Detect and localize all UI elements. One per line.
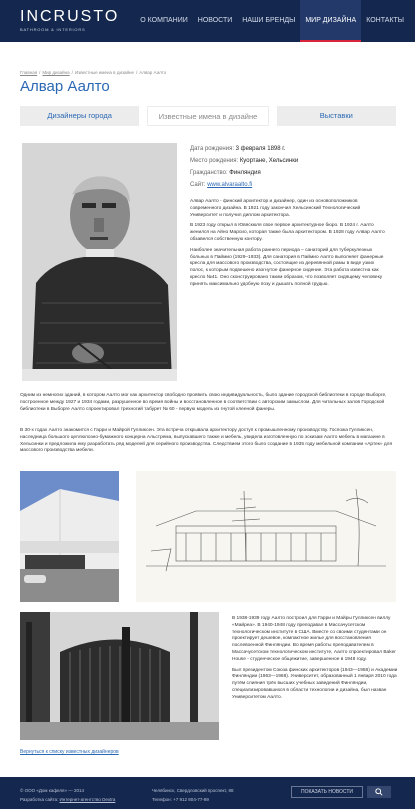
nav-item-contacts[interactable]: КОНТАКТЫ bbox=[366, 17, 404, 24]
show-news-button[interactable]: ПОКАЗАТЬ НОВОСТИ bbox=[291, 786, 363, 798]
logo[interactable] bbox=[20, 8, 119, 32]
citizenship-label: Гражданство: bbox=[190, 170, 228, 176]
citizenship-value: Финляндия bbox=[229, 170, 261, 176]
building-photo bbox=[20, 471, 119, 602]
tab-famous-names[interactable]: Известные имена в дизайне bbox=[147, 106, 268, 126]
bio-right-text bbox=[190, 199, 385, 293]
footer-developer bbox=[20, 795, 115, 804]
info-birth-place bbox=[190, 155, 298, 167]
bio-paragraph-artek: В 30-х годах Аалто знакомится с Гарри и Майрой Гулликсен. Эта встреча открывала архитектору доступ к промышленному производству. Госпожа Гулликсен, наследница большого целлюлозно-бумажного концерна Альстрема, выпускавшего также и мебель, увидела изготовленную по эскизам Аалто мебель в магазине в Хельсинки и предложила ему разработать ряд моделей для серийного производства. Следствием этого было создание в 1935 году мебельной компании «Артек» для массового производства мебели. bbox=[20, 428, 393, 454]
sketch-drawing bbox=[136, 471, 396, 602]
footer-copyright: © ООО «Дом кафеля» — 2014 bbox=[20, 788, 84, 793]
nav-item-brands[interactable]: НАШИ БРЕНДЫ bbox=[242, 17, 296, 24]
search-button[interactable] bbox=[367, 786, 391, 798]
page-title: Алвар Аалто bbox=[20, 78, 110, 95]
developer-label: Разработка сайта: bbox=[20, 797, 59, 802]
bio-paragraph: Алвар Аалто - финский архитектор и дизайнер, один из основоположников современного дизайна. В 1921 году закончил Хельсинский Технологический Университет и получил диплом архитектора. bbox=[190, 199, 361, 218]
tab-exhibitions[interactable]: Выставки bbox=[277, 106, 396, 126]
nav-item-company[interactable]: О КОМПАНИИ bbox=[140, 17, 188, 24]
birth-date-value: 3 февраля 1898 г. bbox=[235, 146, 286, 152]
info-birth-date bbox=[190, 143, 298, 155]
breadcrumb bbox=[20, 70, 166, 75]
breadcrumb-home[interactable]: Главная bbox=[20, 70, 38, 75]
info-citizenship bbox=[190, 167, 298, 179]
breadcrumb-famous-names[interactable]: Известные имена в дизайне bbox=[74, 70, 135, 75]
birth-date-label: Дата рождения: bbox=[190, 146, 234, 152]
birth-place-value: Куортане, Хельсинки bbox=[239, 158, 299, 164]
footer-address: Челябинск, Свердловский проспект, 88 bbox=[152, 788, 234, 793]
portrait-photo bbox=[22, 143, 177, 381]
footer-contacts bbox=[152, 786, 234, 804]
bio-paragraph: Наиболее значительная работа раннего периода – санаторий для туберкулезных больных в Паймио (1929–1933). Для санатория в Паймио Аалто выполняет фанерные кресла для массового производства, состоящие из деревянной рамы в виде узких полос, к которым подвешено изогнутое фанерное сидение. Эта работа известна как кресло №41. Оно сконструировано таким образом, что позволяет сидящему человеку принять максимально удобную позу и дышать полной грудью. bbox=[190, 247, 384, 287]
site-footer bbox=[0, 777, 415, 809]
footer-copyright-block bbox=[20, 786, 115, 804]
site-header bbox=[0, 0, 415, 42]
bio-paragraph: В 1938-1939 году Аалто построил для Гарри и Майры Гулликсен виллу «Майреа». В 1940-1948 году преподавал в Массачусетском технологическом институте в США. Вместе со своими студентами он проектирует дешевое, компактное жилье для восстановления послевоенной Финляндии. Во время работы преподавателем в Массачусетском технологическом институте, Аалто спроектировал Baker House - студенческое общежитие, завершенное в 1948 году. bbox=[232, 616, 396, 662]
tab-city-designers[interactable]: Дизайнеры города bbox=[20, 106, 139, 126]
birth-place-label: Место рождения: bbox=[190, 158, 239, 164]
breadcrumb-separator: / bbox=[39, 70, 41, 75]
nav-item-news[interactable]: НОВОСТИ bbox=[197, 17, 233, 24]
info-site bbox=[190, 179, 298, 191]
breadcrumb-separator: / bbox=[71, 70, 73, 75]
site-link[interactable]: www.alvaraalto.fi bbox=[207, 182, 253, 188]
bio-paragraph: В 1923 году открыл в Ювяскюля свое первое архитектурное бюро. В 1924 г. Аалто женился на Айно Марсио, которая также была архитектором. В 1928 году Алвар Аалто обзавелся собственную контору. bbox=[190, 223, 385, 242]
developer-link[interactable]: Интернет-агентство Dextra bbox=[59, 797, 116, 802]
section-tabs bbox=[20, 106, 396, 126]
logo-subtitle: BATHROOM & INTERIORS bbox=[20, 27, 86, 32]
villa-photo bbox=[20, 612, 219, 740]
main-nav bbox=[135, 0, 409, 42]
designer-info bbox=[190, 143, 298, 191]
footer-phone: Телефон: +7 912 804-77-89 bbox=[152, 797, 209, 802]
nav-item-design-world[interactable]: МИР ДИЗАЙНА bbox=[300, 0, 361, 42]
breadcrumb-current: Алвар Аалто bbox=[139, 70, 167, 75]
breadcrumb-design-world[interactable]: Мир дизайна bbox=[42, 70, 70, 75]
search-icon bbox=[375, 788, 383, 796]
bio-paragraph: Был президентом Союза финских архитекторов (1943—1958) и Академии Финляндии (1963—1968). Университет, образованный 1 января 2010 года путём слияния трёх высших учебных заведений Финляндии, специализировавшихся в области технологии и дизайна, был назван Университетом Аалто. bbox=[232, 667, 398, 700]
breadcrumb-separator: / bbox=[136, 70, 138, 75]
site-label: Сайт: bbox=[190, 182, 206, 188]
back-to-list-link[interactable]: Вернуться к списку известных дизайнеров bbox=[20, 749, 119, 755]
bio-paragraph-library: Одним из немногих зданий, в котором Аалто мог как архитектор свободно проявить свою индивидуальность, было здание городской библиотеки в городе Выборге, построенное между 1927 и 1934 годами, разрушенное во время войны и восстановленное в соответствии с авторским замыслом. Для читальных залов Городской библиотеки в Выборге Аалто спроектировал трехногий табурет № 60 - первую модель из гнутой клееной фанеры. bbox=[20, 393, 387, 412]
logo-text: INCRUSTO bbox=[20, 8, 120, 25]
bio-bottom-text bbox=[232, 616, 398, 706]
